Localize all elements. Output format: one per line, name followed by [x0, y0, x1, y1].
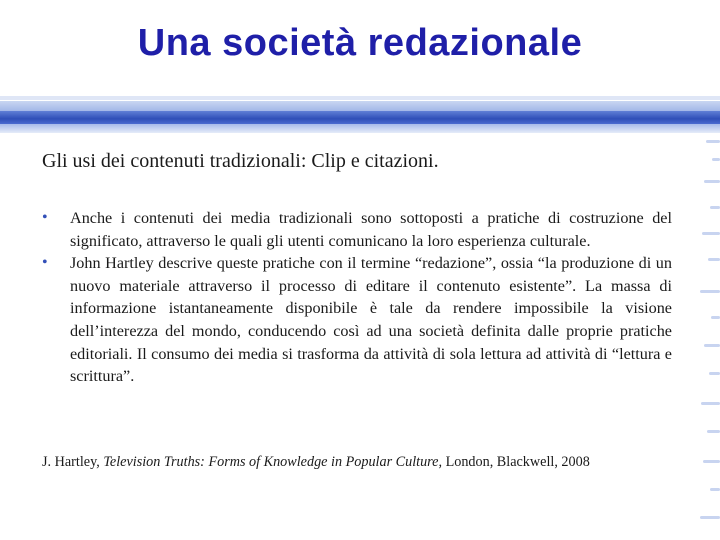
slide-subtitle: Gli usi dei contenuti tradizionali: Clip e citazioni. — [42, 150, 439, 172]
band-stripe-light — [0, 101, 720, 111]
citation — [42, 454, 702, 471]
bullet-item — [42, 207, 672, 252]
title-divider-band — [0, 96, 720, 134]
band-stripe-bottom — [0, 124, 720, 133]
bullet-list — [42, 207, 672, 388]
citation-work: Television Truths: Forms of Knowledge in Popular Culture, — [103, 454, 443, 470]
bullet-text: John Hartley descrive queste pratiche con il termine “redazione”, ossia “la produzione di un nuovo materiale attraverso il processo di editare il contenuto esistente”. La massa di informazione istantaneamente disponibile è tale da rendere impossibile la visione dell’interezza del mondo, conducendo così ad una società definita dalle proprie pratiche editoriali. Il consumo dei media si trasforma da attività di sola lettura ad attività di “lettura e scrittura”. — [70, 254, 672, 386]
bullet-dot-icon: • — [42, 209, 48, 226]
citation-publisher: London, Blackwell, 2008 — [442, 454, 590, 470]
band-stripe-dark — [0, 111, 720, 124]
citation-author: J. Hartley, — [42, 454, 104, 470]
bullet-item — [42, 252, 672, 388]
slide-title: Una società redazionale — [137, 22, 583, 64]
decorative-right-stripes — [698, 140, 720, 540]
bullet-text: Anche i contenuti dei media tradizionali sono sottoposti a pratiche di costruzione del significato, attraverso le quali gli utenti comunicano la loro esperienza culturale. — [70, 209, 672, 250]
band-stripe-top — [0, 96, 720, 100]
bullet-dot-icon: • — [42, 254, 48, 272]
